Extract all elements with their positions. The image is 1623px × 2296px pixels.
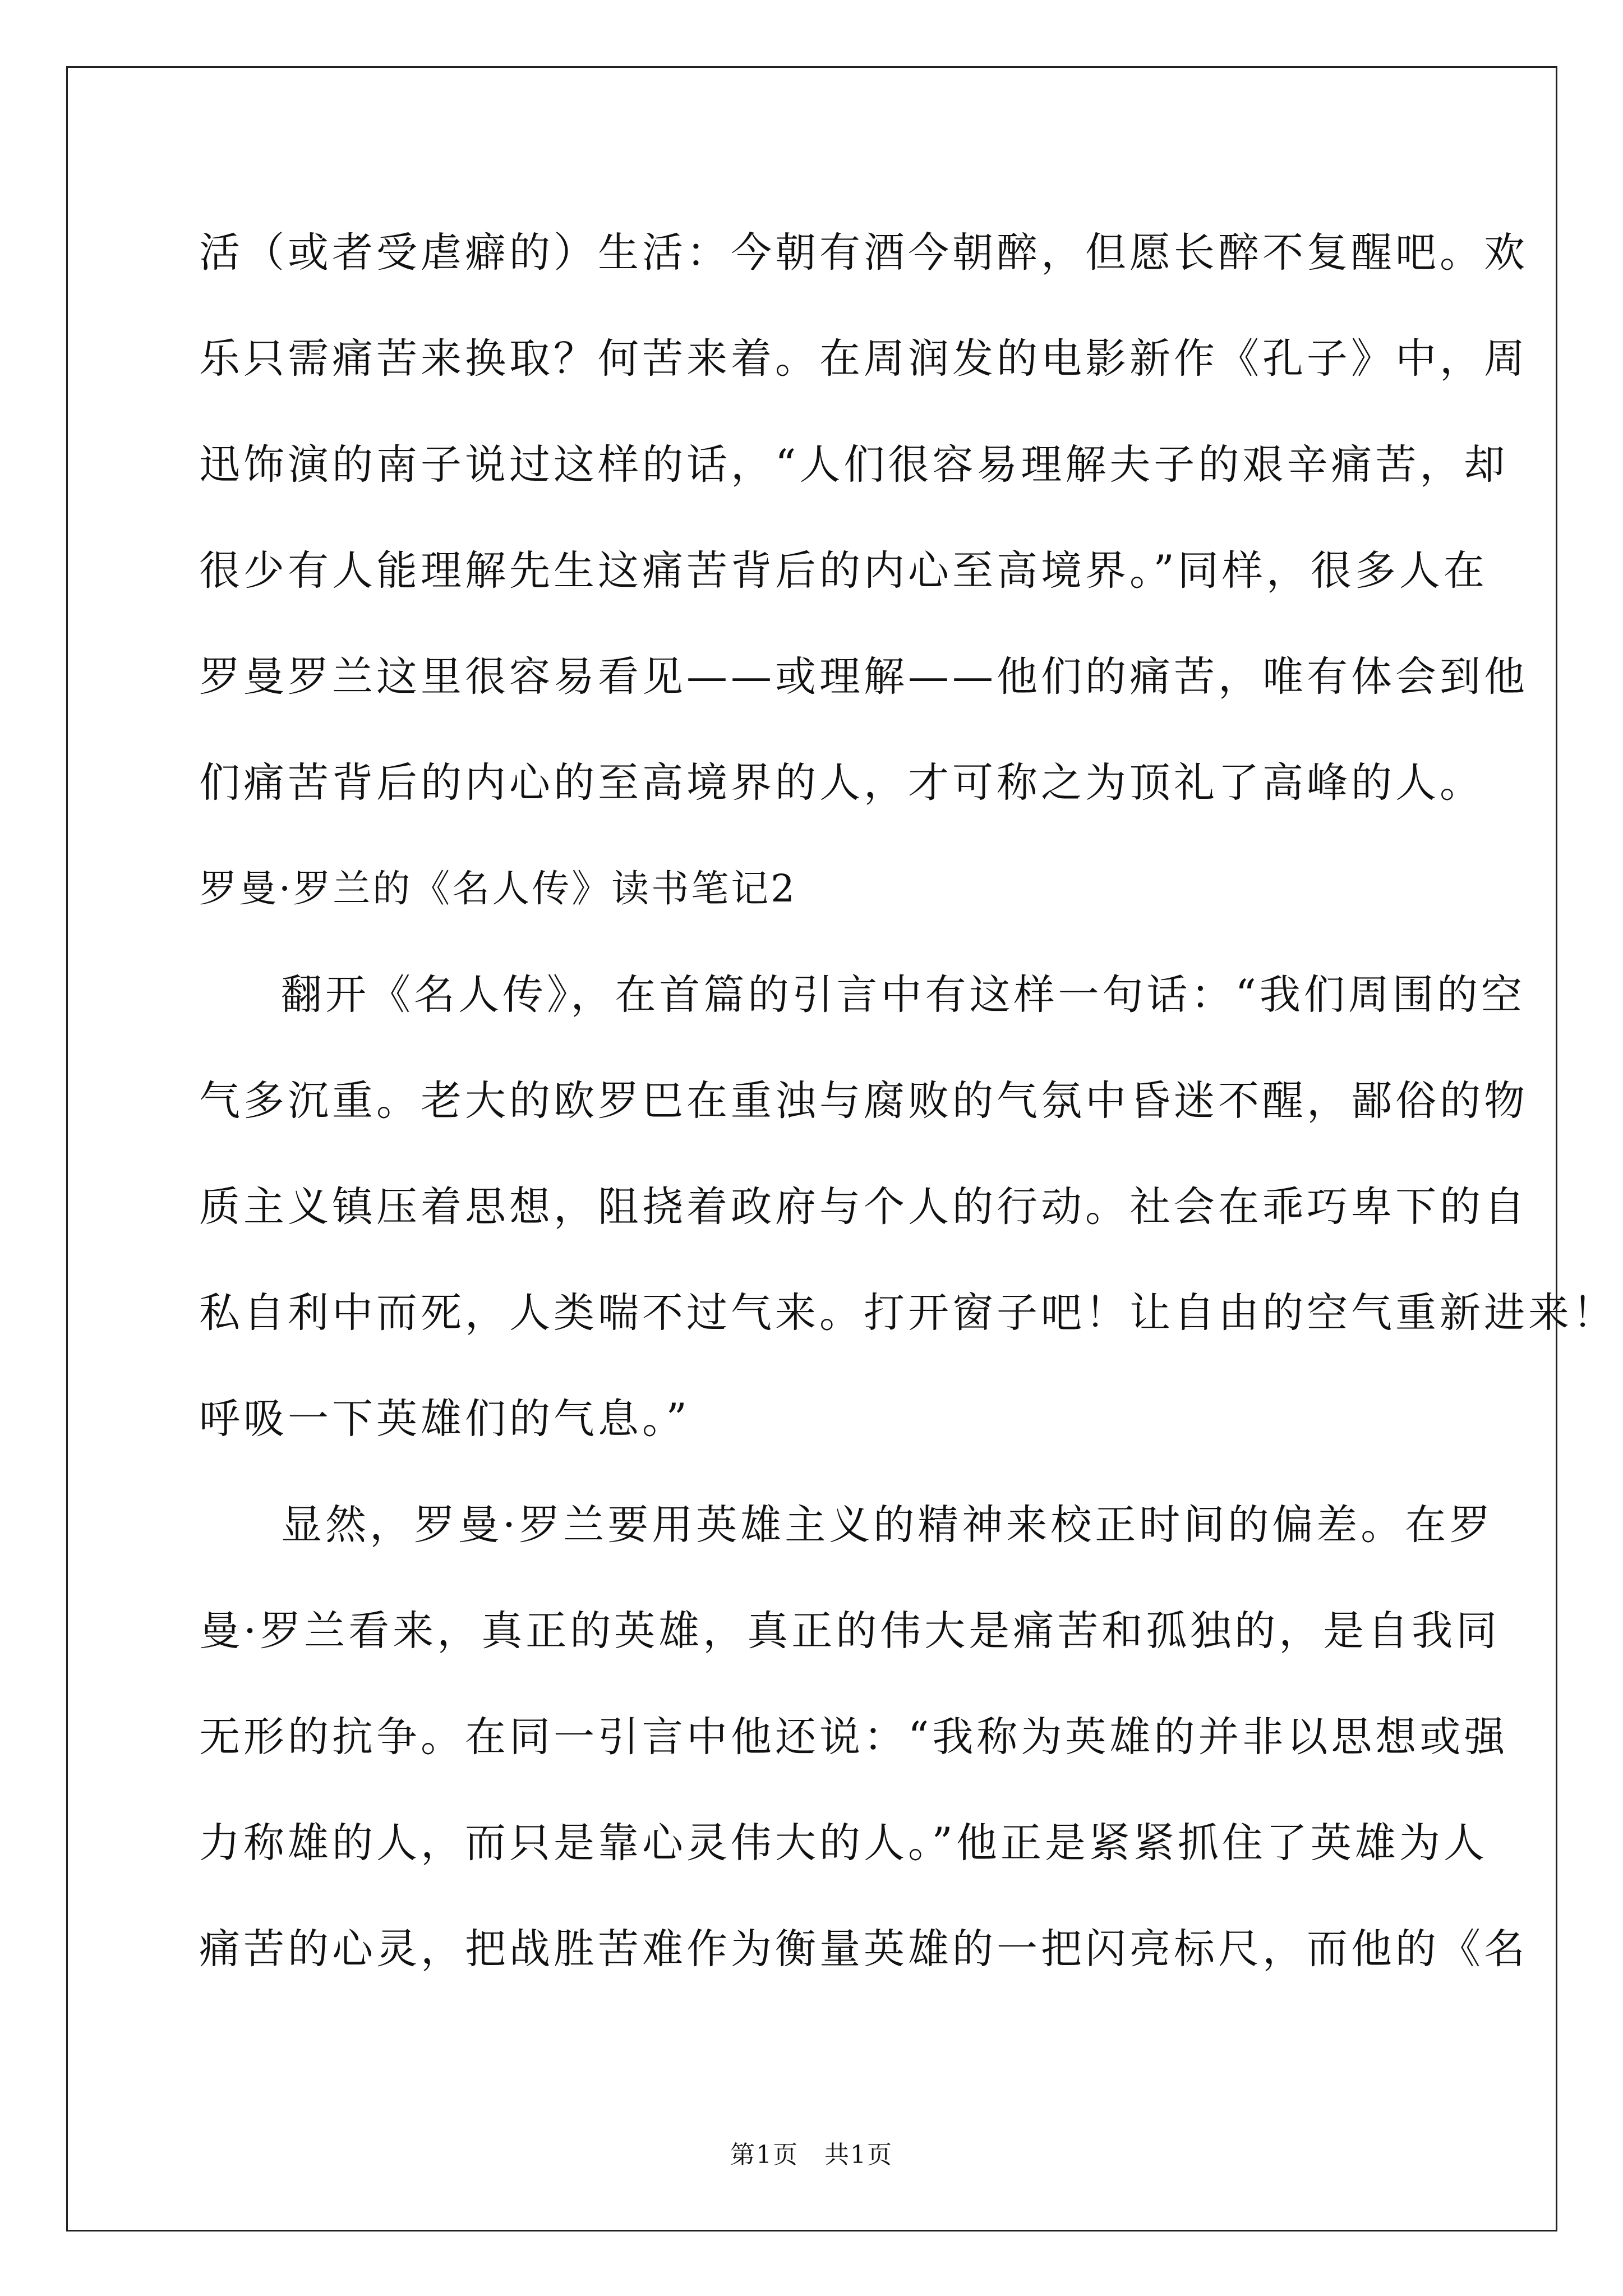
- text-line: 呼吸一下英雄们的气息。”: [199, 1395, 690, 1443]
- paragraph-1: [199, 200, 1528, 836]
- paragraph-2: [199, 942, 1617, 1472]
- text-line: 乐只需痛苦来换取？何苦来着。在周润发的电影新作《孔子》中，周: [199, 335, 1528, 383]
- text-line: 质主义镇压着思想，阻挠着政府与个人的行动。社会在乖巧卑下的自: [199, 1183, 1528, 1231]
- text-line: 翻开《名人传》，在首篇的引言中有这样一句话：“我们周围的空: [281, 971, 1525, 1019]
- paragraph-3: [199, 1472, 1528, 2002]
- text-line: 私自利中而死，人类喘不过气来。打开窗子吧！让自由的空气重新进来！: [199, 1289, 1617, 1337]
- text-line: 活（或者受虐癖的）生活：今朝有酒今朝醉，但愿长醉不复醒吧。欢: [199, 229, 1528, 277]
- document-body: [199, 200, 1617, 2002]
- text-line: 力称雄的人，而只是靠心灵伟大的人。”他正是紧紧抓住了英雄为人: [199, 1819, 1488, 1867]
- text-line: 痛苦的心灵，把战胜苦难作为衡量英雄的一把闪亮标尺，而他的《名: [199, 1925, 1528, 1973]
- text-line: 显然，罗曼·罗兰要用英雄主义的精神来校正时间的偏差。在罗: [281, 1501, 1494, 1549]
- page-footer: 第1页 共1页: [730, 2141, 893, 2169]
- text-line: 曼·罗兰看来，真正的英雄，真正的伟大是痛苦和孤独的，是自我同: [199, 1607, 1501, 1655]
- text-line: 无形的抗争。在同一引言中他还说：“我称为英雄的并非以思想或强: [199, 1713, 1509, 1761]
- section-heading: 罗曼·罗兰的《名人传》读书笔记2: [199, 867, 797, 910]
- text-line: 迅饰演的南子说过这样的话，“人们很容易理解夫子的艰辛痛苦，却: [199, 441, 1509, 489]
- text-line: 气多沉重。老大的欧罗巴在重浊与腐败的气氛中昏迷不醒，鄙俗的物: [199, 1077, 1528, 1125]
- text-line: 们痛苦背后的内心的至高境界的人，才可称之为顶礼了高峰的人。: [199, 759, 1484, 807]
- text-line: 很少有人能理解先生这痛苦背后的内心至高境界。”同样，很多人在: [199, 547, 1488, 595]
- text-line: 罗曼罗兰这里很容易看见——或理解——他们的痛苦，唯有体会到他: [199, 653, 1528, 701]
